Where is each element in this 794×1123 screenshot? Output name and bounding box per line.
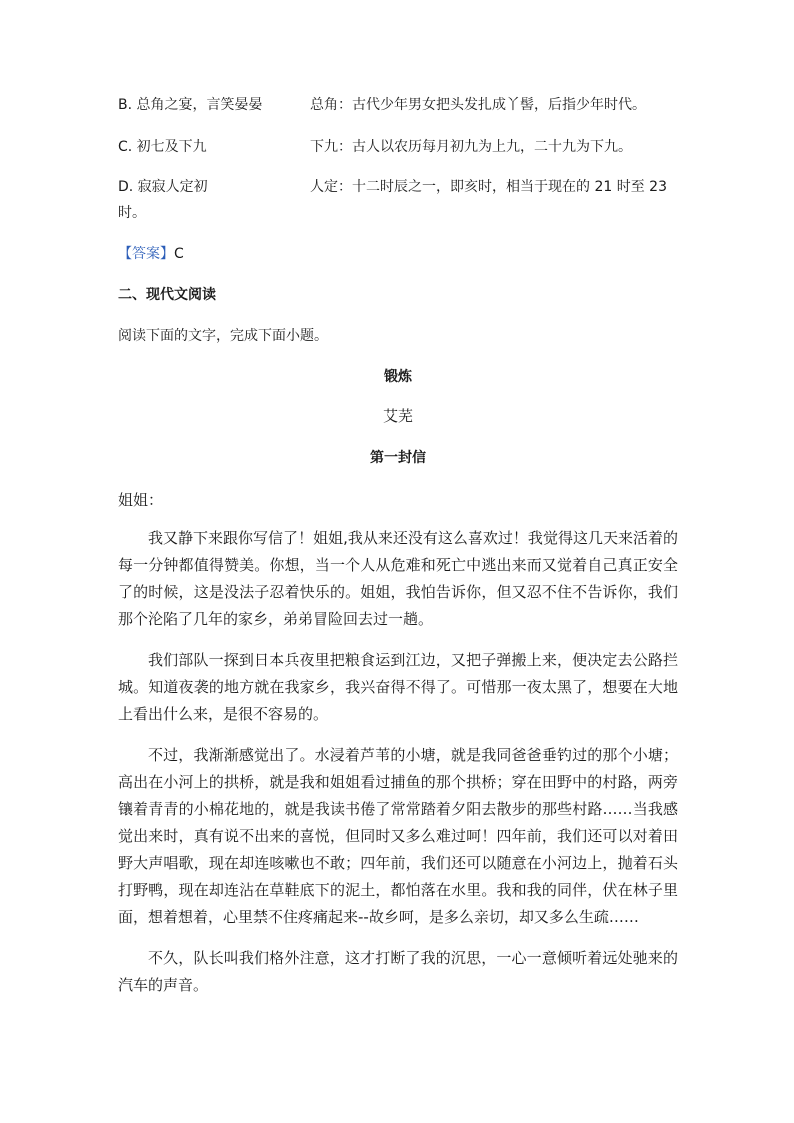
option-b-note: 总角：古代少年男女把头发扎成丫髻，后指少年时代。	[310, 97, 646, 113]
option-b-label: B. 总角之宴，言笑晏晏	[118, 97, 263, 113]
article-title: 锻炼	[384, 369, 412, 385]
letter-title: 第一封信	[370, 450, 426, 466]
article-author: 艾芜	[382, 407, 413, 425]
answer-value: C	[174, 246, 184, 262]
answer-mark: 【答案】	[118, 246, 174, 262]
paragraph-1: 我又静下来跟你写信了！姐姐,我从来还没有这么喜欢过！我觉得这几天来活着的每一分钟都值得赞美。你想，当一个人从危难和死亡中逃出来而又觉着自己真正安全了的时候，这是没法子忍着快乐的。姐姐，我怕告诉你，但又忍不住不告诉你，我们那个沦陷了几年的家乡，弟弟冒险回去过一趟。	[118, 529, 678, 628]
paragraph-3: 不过，我渐渐感觉出了。水浸着芦苇的小塘，就是我同爸爸垂钓过的那个小塘；高出在小河上的拱桥，就是我和姐姐看过捕鱼的那个拱桥；穿在田野中的村路，两旁镶着青青的小棉花地的，就是我读书倦了常常踏着夕阳去散步的那些村路……当我感觉出来时，真有说不出来的喜悦，但同时又多么难过呵！四年前，我们还可以对着田野大声唱歌，现在却连咳嗽也不敢；四年前，我们还可以随意在小河边上，抛着石头打野鸭，现在却连沾在草鞋底下的泥土，都怕落在水里。我和我的同伴，伏在林子里面，想着想着，心里禁不住疼痛起来--故乡呵，是多么亲切，却又多么生疏……	[118, 746, 678, 926]
option-c-note: 下九：古人以农历每月初九为上九，二十九为下九。	[310, 139, 632, 155]
option-c-label: C. 初七及下九	[118, 139, 207, 155]
reading-instruction: 阅读下面的文字，完成下面小题。	[118, 328, 328, 344]
option-d-note: 人定：十二时辰之一，即亥时，相当于现在的 21 时至 23	[310, 179, 667, 195]
section-title: 二、现代文阅读	[118, 287, 216, 303]
letter-salutation: 姐姐：	[118, 491, 164, 509]
paragraph-2: 我们部队一探到日本兵夜里把粮食运到江边，又把子弹搬上来，便决定去公路拦城。知道夜袭的地方就在我家乡，我兴奋得不得了。可惜那一夜太黑了，想要在大地上看出什么来，是很不容易的。	[118, 651, 678, 723]
paragraph-4: 不久，队长叫我们格外注意，这才打断了我的沉思，一心一意倾听着远处驰来的汽车的声音。	[118, 949, 678, 994]
answer-line	[118, 244, 184, 264]
option-d-label: D. 寂寂人定初	[118, 179, 208, 195]
option-d-note-tail: 时。	[118, 205, 146, 221]
